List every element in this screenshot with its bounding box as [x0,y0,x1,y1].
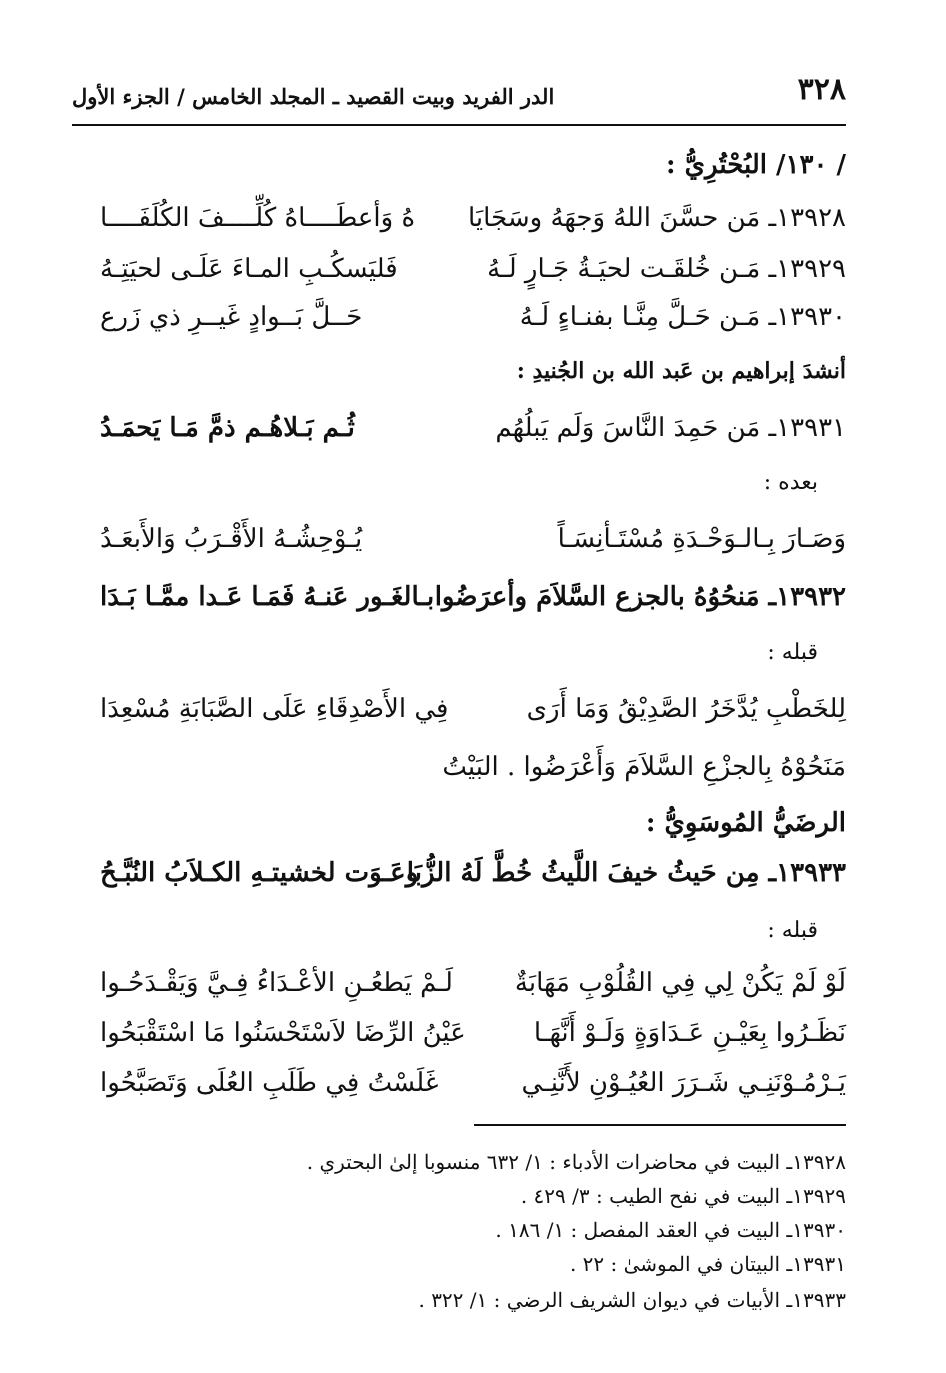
verse-first-hemistich: ١٣٩٣٣ـ مِن حَيثُ خيفَ اللَّيثُ خُطَّ لَهُ الزُّبَا [406,858,846,888]
before-label: قبله : [767,640,818,665]
verse-13932 [100,582,846,632]
verse-13928 [100,203,846,253]
verse-first-hemistich: ١٣٩٢٩ـ مَـن خُلقَـت لحيَـةُ جَـارٍ لَـهُ [487,254,846,284]
verse-second-hemistich: فَليَسكُـبِ المـاءَ عَلَـى لحيَتِـهُ [100,254,398,284]
footnote: ١٣٩٣٣ـ الأبيات في ديوان الشريف الرضي : ١/ ٣٢٢ . [418,1288,846,1312]
section-heading: / ١٣٠/ البُحْتُرِيُّ : [666,150,846,180]
repeat-line [100,752,846,802]
before-label: قبله : [767,918,818,943]
verse-second-hemistich: ثُـم بَـلاهُـم ذمَّ مَـا يَحمَـدُ [100,413,355,443]
page-number: ٣٢٨ [797,72,846,107]
verse-first-hemistich: وَصَـارَ بِـالـوَحْـدَةِ مُسْتَـأنِسَـاً [557,524,846,554]
verse-before-13932 [100,694,846,744]
header-divider [72,124,846,126]
verse-after-13931 [100,524,846,574]
verse-13930 [100,302,846,352]
poet-name: الرضَيُّ المُوسَوِيُّ : [645,808,846,838]
verse-13929 [100,254,846,304]
verse-second-hemistich: يُـوْحِشُـهُ الأَقْـرَبُ وَالأَبعَـدُ [100,524,363,554]
verse-second-hemistich: هُ وَأعطَــــاهُ كُلِّــــفَ الكُلَفَــــا [100,203,416,233]
verse-second-hemistich: غَلَسْتُ فِي طَلَبِ العُلَى وَتَصَبَّحُوا [100,1068,439,1098]
verse-first-hemistich: لَوْ لَمْ يَكُنْ لِي فِي القُلُوْبِ مَهَابَةٌ [514,968,846,998]
before-label-line [100,640,846,690]
page-header [72,68,846,112]
verse-before-13933-2 [100,1018,846,1068]
verse-before-13933-1 [100,968,846,1018]
footnote: ١٣٩٣٠ـ البيت في العقد المفصل : ١/ ١٨٦ . [495,1218,846,1242]
footnote: ١٣٩٢٩ـ البيت في نفح الطيب : ٣/ ٤٢٩ . [520,1184,846,1208]
verse-second-hemistich: حَــلَّ بَــوادٍ غَيــرِ ذي زَرع [100,302,363,332]
verse-second-hemistich: لَـمْ يَطعُـنِ الأعْـدَاءُ فِـيَّ وَيَقْـدَحُـوا [100,968,453,998]
verse-before-13933-3 [100,1068,846,1118]
recited-by-line [100,358,846,408]
verse-second-hemistich: فِي الأَصْدِقَاءِ عَلَى الصَّبَابَةِ مُسْعِدَا [100,694,449,724]
verse-first-hemistich: ١٣٩٢٨ـ مَن حسَّنَ اللهُ وَجهَهُ وسَجَايَا [468,203,846,233]
footnote: ١٣٩٣١ـ البيتان في الموشىٰ : ٢٢ . [569,1252,846,1276]
verse-first-hemistich: لِلخَطْبِ يُدَّخَرُ الصَّدِيْقُ وَمَا أَرَى [526,694,846,724]
after-label-line [100,470,846,520]
verse-second-hemistich: بـالغَـور عَنـهُ فَمَـا عَـدا ممَّـا بَـدَا [100,582,435,612]
poet-line [100,808,846,858]
verse-13933 [100,858,846,908]
running-title: الدر الفريد وبيت القصيد ـ المجلد الخامس / الجزء الأول [72,84,555,109]
section-heading-line [100,150,846,200]
footnote-divider [474,1124,846,1126]
before-label-line-2 [100,918,846,968]
verse-first-hemistich: يَـرْمُـوْنَنِـي شَـرَرَ العُيُـوْنِ لأَنَّنِـي [521,1068,846,1098]
verse-first-hemistich: ١٣٩٣١ـ مَن حَمِدَ النَّاسَ وَلَم يَبلُهُم [495,413,846,443]
verse-first-hemistich: نَظَـرُوا بِعَيْـنِ عَـدَاوَةٍ وَلَـوْ أَنَّهَـا [533,1018,846,1048]
verse-first-hemistich: ١٣٩٣٢ـ مَنحُوُهُ بالجزع السَّلاَمَ وأعرَضُوا [434,582,846,612]
footnote: ١٣٩٢٨ـ البيت في محاضرات الأدباء : ١/ ٦٣٢ منسوبا إلىٰ البحتري . [306,1150,846,1174]
verse-13931 [100,413,846,463]
verse-second-hemistich: وعَـوَت لخشيتـهِ الكـلاَبُ النُبَّـحُ [100,858,419,888]
verse-first-hemistich: ١٣٩٣٠ـ مَـن حَـلَّ مِنَّـا بفنـاءٍ لَـهُ [519,302,846,332]
recited-by: أنشدَ إبراهيم بن عَبد الله بن الجُنيدِ : [516,358,846,384]
repeat-verse-text: مَنَحُوْهُ بِالجزْعِ السَّلاَمَ وَأَعْرَضُوا . البَيْتُ [442,752,846,782]
verse-second-hemistich: عَيْنُ الرِّضَا لاَسْتَحْسَنُوا مَا اسْتَقْبَحُوا [100,1018,466,1048]
after-label: بعده : [763,470,818,495]
